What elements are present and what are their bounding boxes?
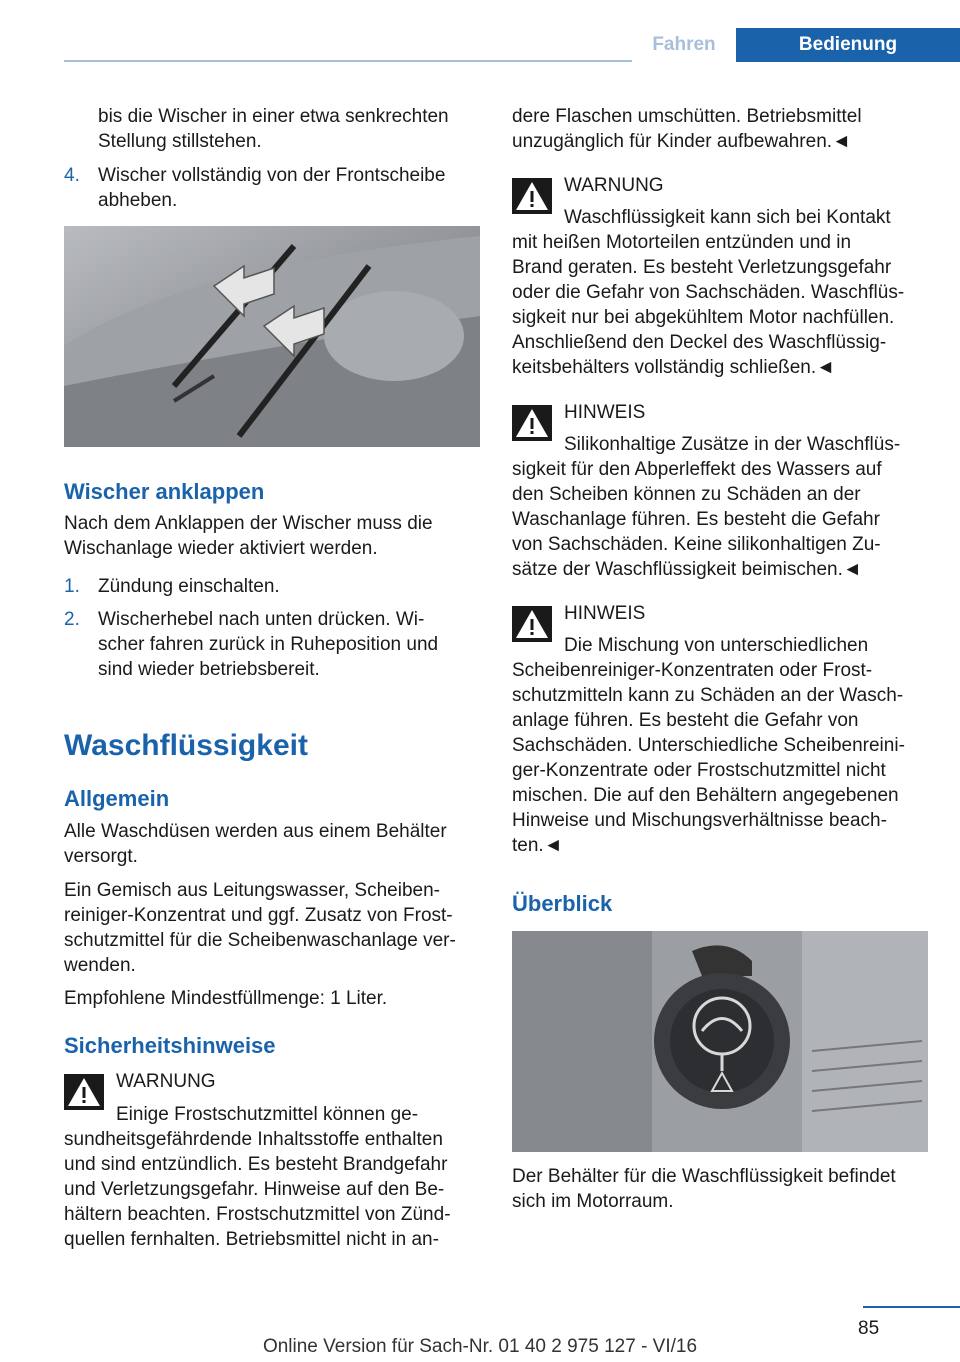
text-line: sundheitsgefährdende Inhaltsstoffe enthalten (64, 1129, 443, 1150)
list-number: 4. (64, 165, 80, 186)
note-title: HINWEIS (564, 603, 646, 624)
text-line: Wischerhebel nach unten drücken. Wi‐ (98, 609, 425, 630)
text-line: Sachschäden. Unterschiedliche Scheibenreini‐ (512, 735, 905, 756)
text-line: versorgt. (64, 846, 138, 867)
text-line: Nach dem Anklappen der Wischer muss die (64, 513, 433, 534)
wiper-illustration (64, 226, 480, 447)
tab-fahren[interactable]: Fahren (632, 28, 736, 62)
text-line: Scheibenreiniger-Konzentraten oder Frost‐ (512, 660, 873, 681)
text-line: sich im Motorraum. (512, 1191, 674, 1212)
text-line: bis die Wischer in einer etwa senkrechten (98, 106, 449, 127)
text-line: schutzmittel für die Scheibenwaschanlage ver‐ (64, 930, 456, 951)
text-line: scher fahren zurück in Ruheposition und (98, 634, 439, 655)
text-line: Alle Waschdüsen werden aus einem Behälter (64, 821, 447, 842)
warning-icon (512, 405, 552, 441)
warning-title: WARNUNG (116, 1071, 216, 1092)
text-line: wenden. (64, 955, 136, 976)
text-line: oder die Gefahr von Sachschäden. Waschflüs‐ (512, 282, 905, 303)
note-title: HINWEIS (564, 402, 646, 423)
section-heading: Wischer anklappen (64, 479, 265, 504)
text-line: Stellung stillstehen. (98, 131, 262, 152)
text-line: reiniger-Konzentrat und ggf. Zusatz von Frost‐ (64, 905, 453, 926)
page-number: 85 (858, 1318, 880, 1339)
text-line: keitsbehälters vollständig schließen.◄ (512, 357, 835, 378)
warning-title: WARNUNG (564, 175, 664, 196)
text-line: und Verletzungsgefahr. Hinweise auf den Be‐ (64, 1179, 445, 1200)
text-line: dere Flaschen umschütten. Betriebsmittel (512, 106, 862, 127)
text-line: sigkeit für den Abperleffekt des Wassers auf (512, 459, 882, 480)
text-line: Waschflüssigkeit kann sich bei Kontakt (564, 207, 891, 228)
section-heading: Sicherheitshinweise (64, 1033, 276, 1058)
text-line: sind wieder betriebsbereit. (98, 659, 320, 680)
warning-icon (512, 606, 552, 642)
text-line: Zündung einschalten. (98, 576, 280, 597)
list-number: 2. (64, 609, 80, 630)
text-line: und sind entzündlich. Es besteht Brandgefahr (64, 1154, 448, 1175)
text-line: Hinweise und Mischungsverhältnisse beach‐ (512, 810, 887, 831)
text-line: sätze der Waschflüssigkeit beimischen.◄ (512, 559, 862, 580)
warning-icon (512, 178, 552, 214)
text-line: Der Behälter für die Waschflüssigkeit befindet (512, 1166, 896, 1187)
text-line: Empfohlene Mindestfüllmenge: 1 Liter. (64, 988, 388, 1009)
list-number: 1. (64, 576, 80, 597)
section-heading: Allgemein (64, 786, 170, 811)
text-line: anlage führen. Es besteht die Gefahr von (512, 710, 859, 731)
reservoir-illustration (512, 931, 928, 1152)
text-line: Wischer vollständig von der Frontscheibe (98, 165, 446, 186)
text-line: ten.◄ (512, 835, 563, 856)
text-line: Brand geraten. Es besteht Verletzungsgefahr (512, 257, 892, 278)
warning-icon (64, 1074, 104, 1110)
text-line: mit heißen Motorteilen entzünden und in (512, 232, 852, 253)
text-line: hältern beachten. Frostschutzmittel von Zünd‐ (64, 1204, 451, 1225)
text-line: Die Mischung von unterschiedlichen (564, 635, 869, 656)
text-line: von Sachschäden. Keine silikonhaltigen Zu‐ (512, 534, 881, 555)
text-line: unzugänglich für Kinder aufbewahren.◄ (512, 131, 851, 152)
text-line: sigkeit nur bei abgekühltem Motor nachfüllen. (512, 307, 895, 328)
tab-bedienung[interactable]: Bedienung (736, 28, 960, 62)
text-line: Anschließend den Deckel des Waschflüssig‐ (512, 332, 887, 353)
text-line: ger-Konzentrate oder Frostschutzmittel nicht (512, 760, 886, 781)
chapter-heading: Waschflüssigkeit (64, 729, 308, 762)
text-line: Waschanlage führen. Es besteht die Gefahr (512, 509, 880, 530)
footer-rule (863, 1306, 960, 1308)
text-line: Ein Gemisch aus Leitungswasser, Scheiben‐ (64, 880, 440, 901)
text-line: mischen. Die auf den Behältern angegebenen (512, 785, 899, 806)
text-line: abheben. (98, 190, 178, 211)
text-line: Silikonhaltige Zusätze in der Waschflüs‐ (564, 434, 901, 455)
text-line: schutzmitteln kann zu Schäden an der Wasch‐ (512, 685, 904, 706)
text-line: Wischanlage wieder aktiviert werden. (64, 538, 378, 559)
text-line: Einige Frostschutzmittel können ge‐ (116, 1104, 419, 1125)
text-line: quellen fernhalten. Betriebsmittel nicht in an‐ (64, 1229, 439, 1250)
text-line: den Scheiben können zu Schäden an der (512, 484, 861, 505)
online-version-note: Online Version für Sach-Nr. 01 40 2 975 127 - VI/16 (262, 1336, 698, 1357)
section-heading: Überblick (512, 891, 613, 916)
